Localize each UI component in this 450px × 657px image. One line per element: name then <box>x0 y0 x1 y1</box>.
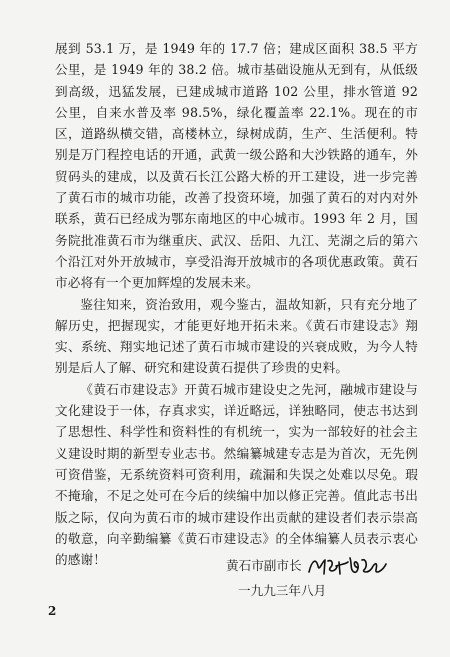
paragraph-3: 《黄石市建设志》开黄石城市建设史之先河，融城市建设与文化建设于一体，存真求实，详近略远，详独略同，使志书达到了思想性、科学性和资料性的有机统一，实为一部较好的社会主义建设时期的新型专业志书。然编纂城建专志是为首次，无先例可资借鉴，无系统资料可资利用，疏漏和失误之处难以尽免。瑕不掩瑜，不足之处可在今后的续编中加以修正完善。值此志书出版之际，仅向为黄石市的城市建设作出贡献的建设者们表示崇高的敬意，向辛勤编纂《黄石市建设志》的全体编纂人员表示衷心的感谢！ <box>55 381 418 568</box>
signature-block <box>226 552 426 604</box>
handwritten-signature <box>306 552 391 580</box>
signer-title: 黄石市副市长 <box>226 558 302 573</box>
signer-line <box>226 552 426 580</box>
signature-graphic <box>306 552 391 580</box>
date-line: 一九九三年八月 <box>238 583 327 598</box>
paragraph-1: 展到 53.1 万，是 1949 年的 17.7 倍；建成区面积 38.5 平方公里，是 1949 年的 38.2 倍。城市基础设施从无到有，从低级到高级，迅猛发展，已建成城市道路 102 公里，排水管道 92 公里，自来水普及率 98.5%，绿化覆盖率 22.1%。现在的市区，道路纵横交错，高楼林立，绿树成荫，生产、生活便利。特别是万门程控电话的开通，武黄一级公路和大沙铁路的通车，外贸码头的建成，以及黄石长江公路大桥的开工建设，进一步完善了黄石市的城市功能，改善了投资环境，加强了黄石的对内对外联系，黄石已经成为鄂东南地区的中心城市。1993 年 2 月，国务院批准黄石市为继重庆、武汉、岳阳、九江、芜湖之后的第六个沿江对外开放城市，享受沿海开放城市的各项优惠政策。黄石市必将有一个更加辉煌的发展未来。 <box>55 41 418 291</box>
paragraph-2: 鉴往知来，资治致用，观今鉴古，温故知新，只有充分地了解历史，把握现实，才能更好地开拓未来。《黄石市建设志》翔实、系统、翔实地记述了黄石市城市建设的兴衰成败，为今人特别是后人了解、研究和建设黄石提供了珍贵的史料。 <box>55 296 418 376</box>
page-number: 2 <box>48 604 57 618</box>
scan-edge-mark <box>436 60 444 190</box>
body-text <box>55 38 418 570</box>
